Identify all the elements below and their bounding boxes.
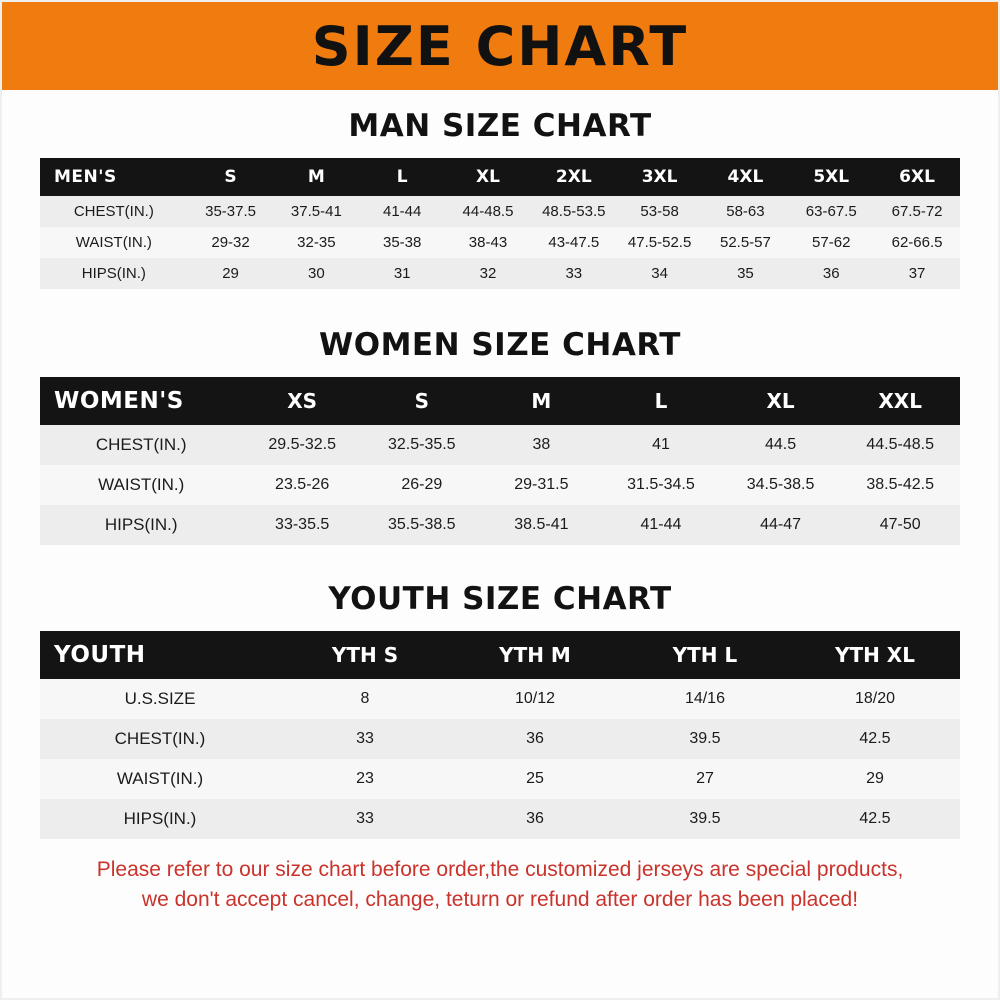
cell: 26-29 xyxy=(362,465,482,505)
cell: 23 xyxy=(280,759,450,799)
header-cell: YTH M xyxy=(450,631,620,679)
cell: 47-50 xyxy=(840,505,960,545)
table-header-row xyxy=(40,631,960,679)
header-cell: WOMEN'S xyxy=(40,377,242,425)
table-row xyxy=(40,196,960,227)
cell: 33 xyxy=(280,719,450,759)
table-row xyxy=(40,799,960,839)
cell: 47.5-52.5 xyxy=(617,227,703,258)
cell: 33-35.5 xyxy=(242,505,362,545)
row-label: WAIST(IN.) xyxy=(40,465,242,505)
cell: 29-31.5 xyxy=(482,465,602,505)
cell: 35.5-38.5 xyxy=(362,505,482,545)
youth-size-table xyxy=(40,631,960,839)
section-title-man: MAN SIZE CHART xyxy=(348,108,652,144)
cell: 36 xyxy=(450,719,620,759)
cell: 8 xyxy=(280,679,450,719)
cell: 34.5-38.5 xyxy=(721,465,841,505)
cell: 30 xyxy=(273,258,359,289)
header-cell: M xyxy=(482,377,602,425)
cell: 37.5-41 xyxy=(273,196,359,227)
table-row xyxy=(40,425,960,465)
cell: 58-63 xyxy=(703,196,789,227)
cell: 29-32 xyxy=(188,227,274,258)
section-man xyxy=(2,108,998,289)
section-title-women: WOMEN SIZE CHART xyxy=(319,327,681,363)
cell: 37 xyxy=(874,258,960,289)
cell: 38-43 xyxy=(445,227,531,258)
cell: 23.5-26 xyxy=(242,465,362,505)
header-cell: YTH L xyxy=(620,631,790,679)
header-cell: M xyxy=(273,158,359,196)
header-banner xyxy=(2,2,998,90)
table-header-row xyxy=(40,158,960,196)
header-cell: 3XL xyxy=(617,158,703,196)
row-label: CHEST(IN.) xyxy=(40,425,242,465)
cell: 52.5-57 xyxy=(703,227,789,258)
cell: 44.5 xyxy=(721,425,841,465)
row-label: U.S.SIZE xyxy=(40,679,280,719)
footer-note-line-2: we don't accept cancel, change, teturn or refund after order has been placed! xyxy=(141,888,859,912)
row-label: WAIST(IN.) xyxy=(40,227,188,258)
cell: 34 xyxy=(617,258,703,289)
cell: 38.5-42.5 xyxy=(840,465,960,505)
cell: 38.5-41 xyxy=(482,505,602,545)
cell: 14/16 xyxy=(620,679,790,719)
table-row xyxy=(40,719,960,759)
header-cell: 5XL xyxy=(788,158,874,196)
cell: 43-47.5 xyxy=(531,227,617,258)
cell: 39.5 xyxy=(620,799,790,839)
cell: 10/12 xyxy=(450,679,620,719)
row-label: HIPS(IN.) xyxy=(40,799,280,839)
footer-note-line-1: Please refer to our size chart before order,the customized jerseys are special products, xyxy=(96,858,904,881)
cell: 41-44 xyxy=(359,196,445,227)
header-cell: XL xyxy=(445,158,531,196)
cell: 33 xyxy=(531,258,617,289)
cell: 42.5 xyxy=(790,719,960,759)
cell: 42.5 xyxy=(790,799,960,839)
cell: 67.5-72 xyxy=(874,196,960,227)
table-row xyxy=(40,679,960,719)
man-size-table xyxy=(40,158,960,289)
cell: 44-48.5 xyxy=(445,196,531,227)
cell: 44-47 xyxy=(721,505,841,545)
row-label: HIPS(IN.) xyxy=(40,505,242,545)
section-youth xyxy=(2,581,998,839)
cell: 35-37.5 xyxy=(188,196,274,227)
row-label: CHEST(IN.) xyxy=(40,719,280,759)
cell: 39.5 xyxy=(620,719,790,759)
cell: 27 xyxy=(620,759,790,799)
header-cell: XXL xyxy=(840,377,960,425)
header-cell: XS xyxy=(242,377,362,425)
cell: 36 xyxy=(450,799,620,839)
page-title: SIZE CHART xyxy=(311,14,689,78)
footer-note xyxy=(2,855,998,916)
table-header-row xyxy=(40,377,960,425)
header-cell: YOUTH xyxy=(40,631,280,679)
cell: 41-44 xyxy=(601,505,721,545)
header-cell: L xyxy=(601,377,721,425)
cell: 32-35 xyxy=(273,227,359,258)
section-women xyxy=(2,327,998,545)
cell: 41 xyxy=(601,425,721,465)
cell: 18/20 xyxy=(790,679,960,719)
header-cell: 2XL xyxy=(531,158,617,196)
cell: 32.5-35.5 xyxy=(362,425,482,465)
cell: 62-66.5 xyxy=(874,227,960,258)
header-cell: YTH S xyxy=(280,631,450,679)
row-label: WAIST(IN.) xyxy=(40,759,280,799)
header-cell: 4XL xyxy=(703,158,789,196)
cell: 25 xyxy=(450,759,620,799)
cell: 29.5-32.5 xyxy=(242,425,362,465)
table-row xyxy=(40,759,960,799)
cell: 32 xyxy=(445,258,531,289)
header-cell: MEN'S xyxy=(40,158,188,196)
cell: 29 xyxy=(188,258,274,289)
row-label: CHEST(IN.) xyxy=(40,196,188,227)
header-cell: 6XL xyxy=(874,158,960,196)
table-row xyxy=(40,258,960,289)
cell: 53-58 xyxy=(617,196,703,227)
header-cell: XL xyxy=(721,377,841,425)
cell: 33 xyxy=(280,799,450,839)
cell: 57-62 xyxy=(788,227,874,258)
cell: 36 xyxy=(788,258,874,289)
header-cell: S xyxy=(188,158,274,196)
header-cell: S xyxy=(362,377,482,425)
cell: 63-67.5 xyxy=(788,196,874,227)
cell: 48.5-53.5 xyxy=(531,196,617,227)
cell: 29 xyxy=(790,759,960,799)
cell: 35 xyxy=(703,258,789,289)
header-cell: L xyxy=(359,158,445,196)
section-title-youth: YOUTH SIZE CHART xyxy=(328,581,672,617)
table-row xyxy=(40,465,960,505)
cell: 38 xyxy=(482,425,602,465)
table-row xyxy=(40,227,960,258)
cell: 44.5-48.5 xyxy=(840,425,960,465)
cell: 31 xyxy=(359,258,445,289)
row-label: HIPS(IN.) xyxy=(40,258,188,289)
cell: 35-38 xyxy=(359,227,445,258)
header-cell: YTH XL xyxy=(790,631,960,679)
cell: 31.5-34.5 xyxy=(601,465,721,505)
table-row xyxy=(40,505,960,545)
women-size-table xyxy=(40,377,960,545)
